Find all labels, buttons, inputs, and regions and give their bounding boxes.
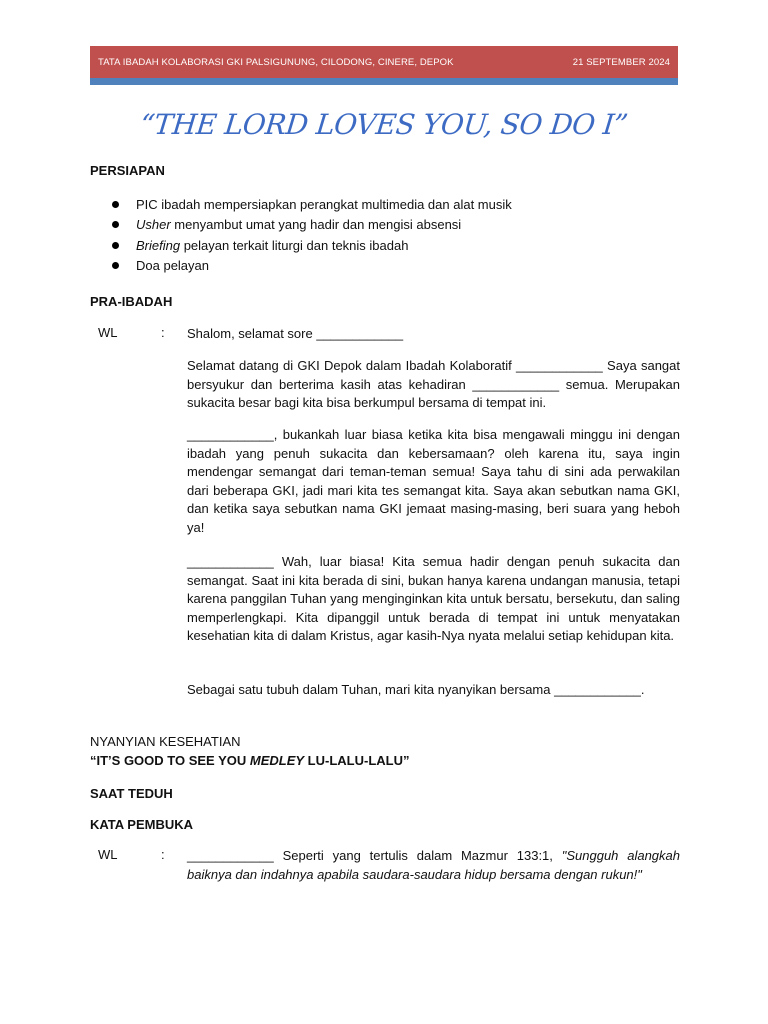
persiapan-list bbox=[112, 194, 512, 276]
wl-paragraph-welcome: Selamat datang di GKI Depok dalam Ibadah Kolaboratif ____________ Saya sangat bersyukur dan berterima kasih atas kehadiran ____________ semua. Merupakan sukacita besar bagi kita bisa berkumpul bersama di tempat ini. bbox=[187, 358, 680, 410]
speaker-colon: : bbox=[161, 325, 165, 340]
song-title-part: LU-LALU-LALU” bbox=[304, 753, 410, 768]
bullet-icon bbox=[112, 221, 119, 228]
document-header bbox=[90, 46, 678, 78]
wl-paragraph-invitation: Sebagai satu tubuh dalam Tuhan, mari kita nyanyikan bersama ____________. bbox=[187, 682, 645, 697]
document-title: “THE LORD LOVES YOU, SO DO I” bbox=[138, 108, 630, 141]
song-title-part: “IT’S GOOD TO SEE YOU bbox=[90, 753, 250, 768]
song-label: NYANYIAN KESEHATIAN bbox=[90, 734, 241, 749]
speaker-role: WL bbox=[98, 847, 118, 862]
header-title: TATA IBADAH KOLABORASI GKI PALSIGUNUNG, CILODONG, CINERE, DEPOK bbox=[98, 56, 454, 68]
wl-paragraph-kesehatian: ____________ Wah, luar biasa! Kita semua hadir dengan penuh sukacita dan semangat. Saat ini kita berada di sini, bukan hanya karena undangan manusia, tetapi karena panggilan Tuhan yang menginginkan kita untuk bersatu, bersekutu, dan saling memperlengkapi. Kita dipanggil untuk berada di tempat ini untuk menyatakan kesehatian kita di dalam Kristus, agar kasih-Nya nyata melalui setiap kehidupan kita. bbox=[187, 554, 680, 643]
speaker-role: WL bbox=[98, 325, 118, 340]
bullet-icon bbox=[112, 201, 119, 208]
list-item bbox=[112, 256, 512, 277]
wl-paragraph-semangat: ____________, bukankah luar biasa ketika kita bisa mengawali minggu ini dengan ibadah yang penuh sukacita dan kebersamaan? oleh karena itu, saya ingin mendengar semangat dari teman-teman semua! Saya tahu di sini ada perwakilan dari beberapa GKI, jadi mari kita tes semangat kita. Saya akan sebutkan nama GKI, dan ketika saya sebutkan nama GKI jemaat masing-masing, beri suara yang heboh ya! bbox=[187, 427, 680, 535]
section-heading-persiapan: PERSIAPAN bbox=[90, 163, 165, 178]
speaker-colon: : bbox=[161, 847, 165, 862]
list-item-emphasis: Usher bbox=[136, 217, 171, 233]
scripture-quote: "Sungguh alangkah baiknya dan indahnya apabila saudara-saudara hidup bersama dengan rukun!" bbox=[187, 848, 680, 882]
section-heading-kata-pembuka: KATA PEMBUKA bbox=[90, 817, 194, 832]
list-item-emphasis: Briefing bbox=[136, 237, 181, 253]
song-title bbox=[90, 753, 409, 768]
header-date: 21 SEPTEMBER 2024 bbox=[572, 56, 670, 68]
list-item-text: Doa pelayan bbox=[136, 258, 209, 274]
song-title-emphasis: MEDLEY bbox=[249, 753, 305, 768]
opening-text: ____________ Seperti yang tertulis dalam Mazmur 133:1, bbox=[187, 848, 562, 863]
list-item-text: pelayan terkait liturgi dan teknis ibadah bbox=[180, 237, 409, 253]
wl-opening-words bbox=[187, 847, 680, 884]
list-item bbox=[112, 194, 512, 215]
list-item-text: PIC ibadah mempersiapkan perangkat multimedia dan alat musik bbox=[136, 196, 512, 212]
list-item bbox=[112, 215, 512, 236]
header-divider bbox=[90, 78, 678, 85]
list-item bbox=[112, 235, 512, 256]
bullet-icon bbox=[112, 262, 119, 269]
section-heading-saat-teduh: SAAT TEDUH bbox=[90, 786, 173, 801]
bullet-icon bbox=[112, 242, 119, 249]
list-item-text: menyambut umat yang hadir dan mengisi absensi bbox=[170, 217, 462, 233]
wl-greeting: Shalom, selamat sore ____________ bbox=[187, 326, 404, 341]
section-heading-pra-ibadah: PRA-IBADAH bbox=[90, 294, 173, 309]
